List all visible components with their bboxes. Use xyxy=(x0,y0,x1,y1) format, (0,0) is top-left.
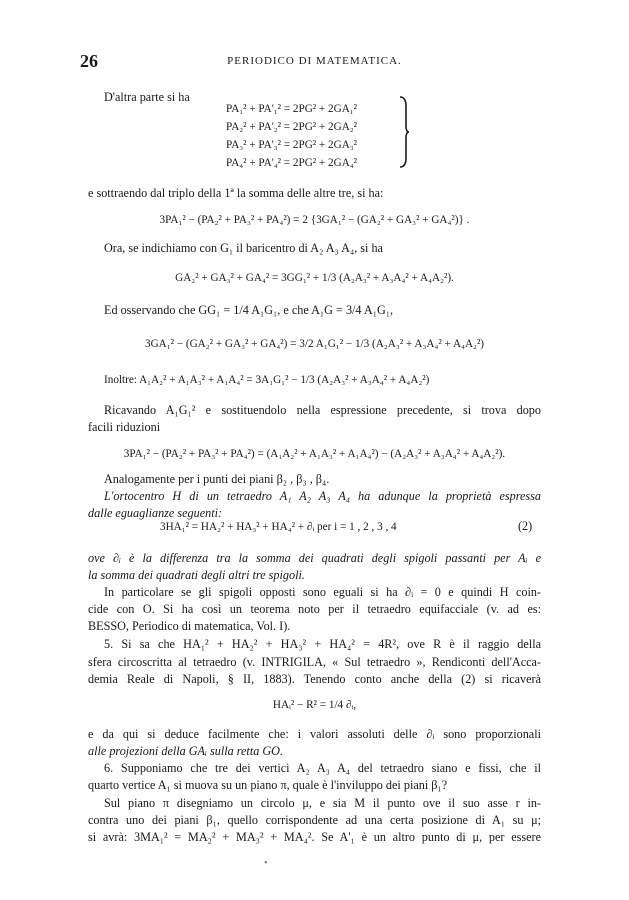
equation-line: HAᵢ² − R² = 1/4 ∂ᵢ, xyxy=(272,699,357,711)
equation-line: 3PA₁² − (PA₂² + PA₃² + PA₄²) = (A₁A₂² + A₁A₃² + A₁A₄²) − (A₂A₃² + A₃A₄² + A₄A₂²). xyxy=(123,448,506,460)
equation-line: 3HA₁² = HA₂² + HA₃² + HA₄² + ∂ᵢ per i = 1 , 2 , 3 , 4 xyxy=(160,521,397,533)
text-line: cide con O. Si ha così un teorema noto per il tetraedro equifacciale (v. ad es: xyxy=(88,602,541,616)
text-line: In particolare se gli spigoli opposti sono eguali si ha ∂ᵢ = 0 e quindi H coin- xyxy=(104,585,541,599)
equation-line: 3GA₁² − (GA₂² + GA₃² + GA₄²) = 3/2 A₁G₁² − 1/3 (A₂A₃² + A₃A₄² + A₄A₂²) xyxy=(144,338,485,350)
text-line: e da qui si deduce facilmente che: i valori assoluti delle ∂ᵢ sono proporzionali xyxy=(88,727,541,741)
text-line: Ricavando A₁G₁² e sostituendolo nella espressione precedente, si trova dopo xyxy=(104,403,541,417)
text-line: D'altra parte si ha xyxy=(104,90,190,104)
equation-line: PA₂² + PA'₂² = 2PG² + 2GA₂² xyxy=(226,121,358,133)
equation-line: PA₃² + PA'₃² = 2PG² + 2GA₃² xyxy=(226,139,358,151)
text-line: demia Reale di Napoli, § II, 1883). Tenendo conto anche della (2) si ricaverà xyxy=(88,672,541,686)
text-line: contra uno dei piani β₁, quello corrispondente ad una certa posizione di A₁ su μ; xyxy=(88,813,541,827)
text-line: 6. Supponiamo che tre dei vertici A₂ A₃ A₄ del tetraedro siano e fissi, che il xyxy=(104,761,541,775)
text-line: Sul piano π disegniamo un circolo μ, e sia M il punto ove il suo asse r in- xyxy=(104,796,541,810)
text-line: Analogamente per i punti dei piani β₂ , β₃ , β₄. xyxy=(104,472,330,486)
equation-line: Inoltre: A₁A₂² + A₁A₃² + A₁A₄² = 3A₁G₁² − 1/3 (A₂A₃² + A₃A₄² + A₄A₂²) xyxy=(104,374,430,386)
right-brace xyxy=(398,96,410,168)
equation-line: PA₄² + PA'₄² = 2PG² + 2GA₄² xyxy=(226,157,358,169)
equation-line: 3PA₁² − (PA₂² + PA₃² + PA₄²) = 2 {3GA₁² − (GA₂² + GA₃² + GA₄²)} . xyxy=(159,214,470,226)
page-header xyxy=(0,51,629,73)
footer-mark: • xyxy=(264,858,268,869)
equation-line: PA₁² + PA'₁² = 2PG² + 2GA₁² xyxy=(226,103,358,115)
text-line: Ed osservando che GG₁ = 1/4 A₁G₁, e che A₁G = 3/4 A₁G₁, xyxy=(104,303,394,317)
equation-number: (2) xyxy=(518,519,533,533)
text-line: sfera circoscritta al tetraedro (v. INTRIGILA, « Sul tetraedro », Rendiconti dell'Acca- xyxy=(88,655,541,669)
text-line: 5. Si sa che HA₁² + HA₂² + HA₃² + HA₄² = 4R², ove R è il raggio della xyxy=(104,637,541,651)
text-line: alle projezioni della GAᵢ sulla retta GO. xyxy=(88,744,283,758)
text-line: BESSO, Periodico di matematica, Vol. I). xyxy=(88,619,291,633)
text-line: si avrà: 3MA₁² = MA₂² + MA₃² + MA₄². Se A'₁ è un altro punto di μ, per essere xyxy=(88,830,541,844)
text-line: facili riduzioni xyxy=(88,420,161,434)
equation-line: GA₂² + GA₃² + GA₄² = 3GG₁² + 1/3 (A₂A₃² + A₃A₄² + A₄A₂²). xyxy=(175,272,454,284)
running-title: PERIODICO DI MATEMATICA. xyxy=(227,55,402,67)
text-line: L'ortocentro H di un tetraedro A₁ A₂ A₃ A₄ ha adunque la proprietà espressa xyxy=(104,489,541,503)
text-line: Ora, se indichiamo con G₁ il baricentro di A₂ A₃ A₄, si ha xyxy=(104,241,383,255)
text-line: ove ∂ᵢ è la differenza tra la somma dei quadrati degli spigoli passanti per Aᵢ e xyxy=(88,551,541,565)
page-number: 26 xyxy=(80,51,98,71)
text-line: quarto vertice A₁ si muova su un piano π, quale è l'inviluppo dei piani β₁? xyxy=(88,778,448,792)
text-line: la somma dei quadrati degli altri tre spigoli. xyxy=(88,568,305,582)
text-line: dalle eguaglianze seguenti: xyxy=(88,506,223,520)
text-line: e sottraendo dal triplo della 1ª la somma delle altre tre, si ha: xyxy=(88,186,384,200)
